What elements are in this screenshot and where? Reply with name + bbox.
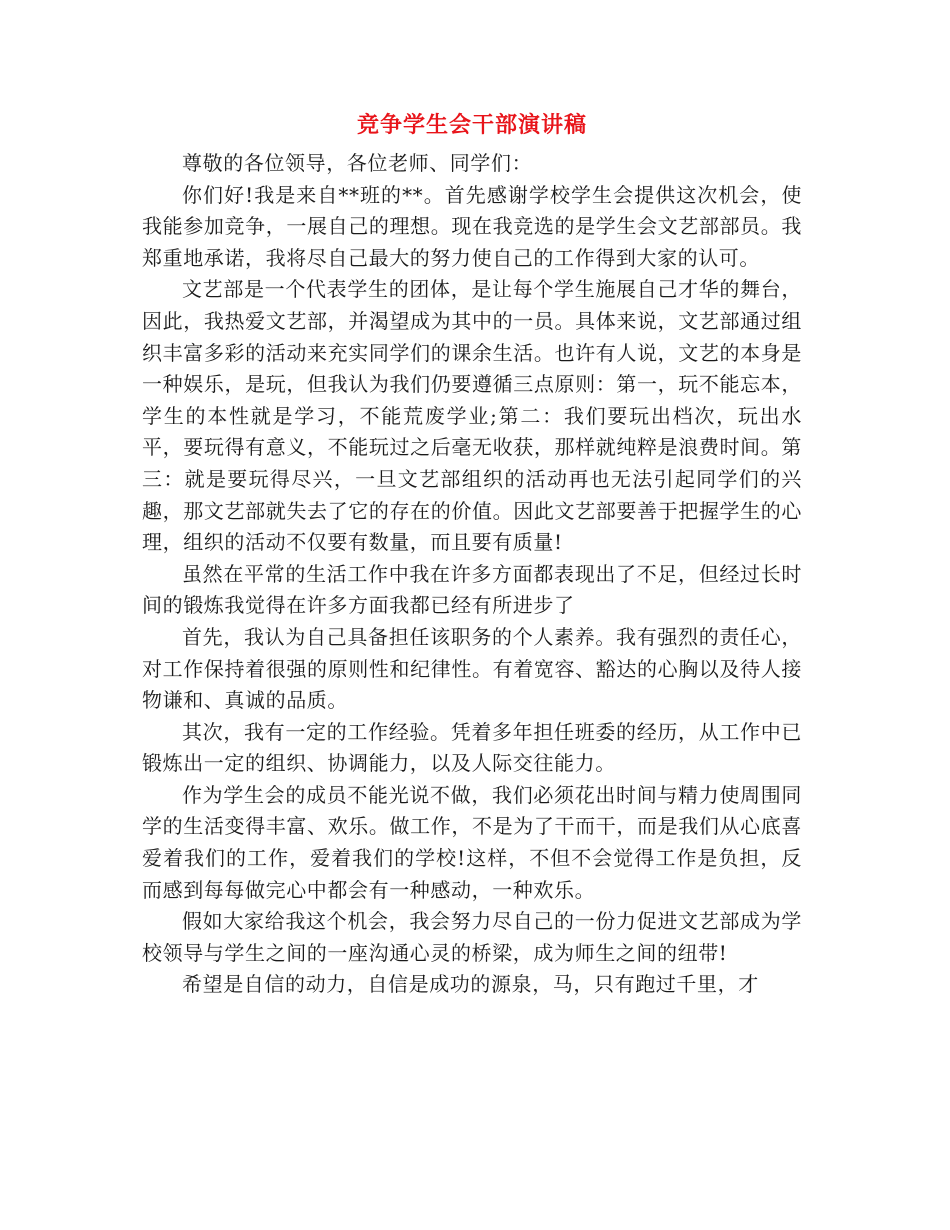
paragraph-opportunity: 假如大家给我这个机会，我会努力尽自己的一份力促进文艺部成为学校领导与学生之间的一座沟通心灵的桥梁，成为师生之间的纽带! — [142, 909, 802, 965]
paragraph-second-point: 其次，我有一定的工作经验。凭着多年担任班委的经历，从工作中已锻炼出一定的组织、协调能力，以及人际交往能力。 — [142, 719, 802, 776]
paragraph-greeting: 你们好!我是来自**班的**。首先感谢学校学生会提供这次机会，使我能参加竞争，一展自己的理想。现在我竞选的是学生会文艺部部员。我郑重地承诺，我将尽自己最大的努力使自己的工作得到大家的认可。 — [142, 182, 802, 270]
document-page — [142, 108, 802, 1001]
paragraph-progress: 虽然在平常的生活工作中我在许多方面都表现出了不足，但经过长时间的锻炼我觉得在许多方面我都已经有所进步了 — [142, 561, 802, 618]
paragraph-hope: 希望是自信的动力，自信是成功的源泉，马，只有跑过千里，才 — [182, 972, 759, 997]
paragraph-first-point: 首先，我认为自己具备担任该职务的个人素养。我有强烈的责任心，对工作保持着很强的原则性和纪律性。有着宽容、豁达的心胸以及待人接物谦和、真诚的品质。 — [142, 624, 802, 713]
paragraph-salutation: 尊敬的各位领导，各位老师、同学们： — [182, 151, 533, 175]
paragraph-commitment: 作为学生会的成员不能光说不做，我们必须花出时间与精力使周围同学的生活变得丰富、欢乐。做工作，不是为了干而干，而是我们从心底喜爱着我们的工作，爱着我们的学校!这样，不但不会觉得工作是负担，反而感到每每做完心中都会有一种感动，一种欢乐。 — [142, 782, 802, 902]
document-title: 竞争学生会干部演讲稿 — [356, 112, 587, 138]
paragraph-art-department: 文艺部是一个代表学生的团体，是让每个学生施展自己才华的舞台，因此，我热爱文艺部，并渴望成为其中的一员。具体来说，文艺部通过组织丰富多彩的活动来充实同学们的课余生活。也许有人说，文艺的本身是一种娱乐，是玩，但我认为我们仍要遵循三点原则：第一，玩不能忘本，学生的本性就是学习，不能荒废学业;第二：我们要玩出档次，玩出水平，要玩得有意义，不能玩过之后毫无收获，那样就纯粹是浪费时间。第三：就是要玩得尽兴，一旦文艺部组织的活动再也无法引起同学们的兴趣，那文艺部就失去了它的存在的价值。因此文艺部要善于把握学生的心理，组织的活动不仅要有数量，而且要有质量! — [142, 277, 802, 555]
